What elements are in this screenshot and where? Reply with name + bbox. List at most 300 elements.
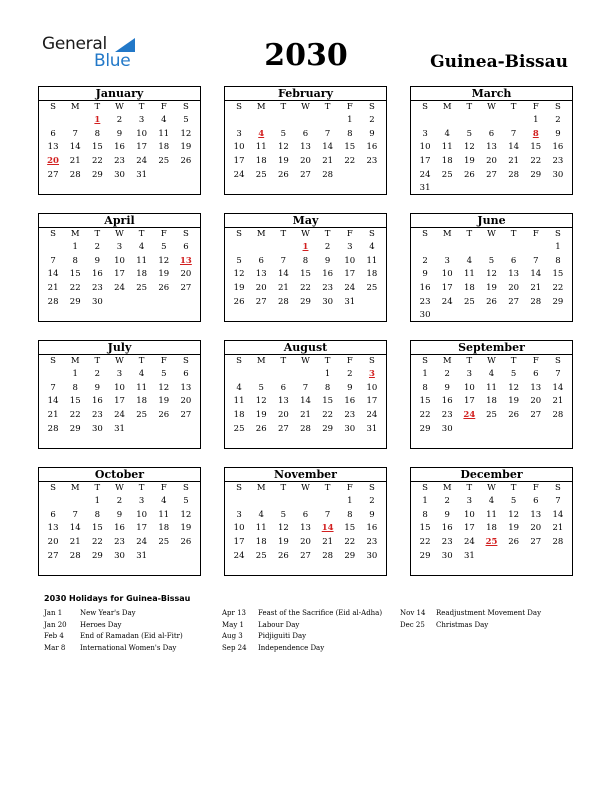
day-cell: 20 [530, 523, 542, 534]
day-cell: 13 [508, 269, 520, 280]
week-row [225, 382, 386, 396]
brand-name-general: General [42, 34, 107, 54]
month-name: August [225, 341, 386, 355]
day-cell: 9 [116, 509, 123, 520]
month-name: April [39, 214, 200, 228]
day-cell: 27 [530, 410, 542, 421]
week-row [411, 550, 572, 564]
day-cell [458, 182, 480, 196]
weekday-header: S [422, 229, 428, 239]
weekday-header: T [138, 483, 145, 493]
weekday-header: M [70, 102, 80, 112]
day-cell: 21 [322, 537, 334, 548]
day-cell: 18 [486, 523, 497, 534]
weekday-header: M [442, 102, 452, 112]
day-cell: 7 [50, 255, 56, 266]
weekday-header: T [138, 102, 145, 112]
day-cell: 25 [136, 410, 148, 421]
weekday-header: F [346, 229, 353, 239]
day-cell: 5 [161, 242, 167, 252]
day-cell: 15 [552, 269, 564, 280]
day-cell: 24 [441, 296, 453, 307]
day-cell: 14 [69, 142, 81, 153]
day-cell: 6 [280, 382, 287, 393]
day-cell: 2 [444, 369, 450, 379]
day-cell: 27 [180, 410, 192, 421]
weekday-header: S [555, 102, 561, 112]
holiday-date: Dec 25 [400, 620, 425, 629]
day-cell: 15 [344, 523, 356, 534]
day-cell: 10 [344, 255, 356, 266]
month-name: December [411, 468, 572, 482]
weekday-header: T [138, 229, 145, 239]
holiday-day-cell: 1 [94, 115, 101, 125]
day-cell: 27 [47, 550, 59, 561]
weekday-header: F [346, 102, 353, 112]
weekday-header: T [510, 229, 517, 239]
day-cell: 10 [419, 142, 431, 153]
month-december [410, 467, 573, 576]
day-cell: 2 [444, 496, 450, 506]
day-cell: 20 [486, 156, 497, 167]
day-cell: 15 [69, 269, 81, 280]
holiday-item [44, 620, 234, 632]
holiday-column [222, 608, 412, 654]
day-cell: 20 [530, 396, 542, 407]
day-cell: 14 [552, 382, 564, 393]
day-cell: 24 [463, 537, 475, 548]
day-cell: 17 [463, 396, 475, 407]
day-cell: 3 [138, 115, 145, 125]
weekday-header: F [532, 102, 539, 112]
weekday-header: T [94, 483, 101, 493]
day-cell: 25 [233, 423, 245, 434]
day-cell [228, 241, 250, 255]
day-cell: 24 [344, 283, 356, 294]
holiday-day-cell: 20 [47, 156, 59, 167]
week-row [225, 423, 386, 437]
day-cell: 7 [555, 369, 561, 379]
week-row [39, 268, 200, 282]
day-cell [525, 182, 547, 196]
day-cell: 21 [69, 537, 81, 548]
day-cell: 6 [183, 242, 189, 252]
weekday-header: S [183, 356, 189, 366]
day-cell: 6 [533, 369, 539, 379]
weekday-header: F [160, 229, 167, 239]
weekday-header-row [411, 482, 572, 495]
weekday-header: S [422, 483, 428, 493]
day-cell: 9 [324, 255, 331, 266]
day-cell: 18 [486, 396, 497, 407]
day-cell: 24 [233, 169, 245, 180]
day-cell [153, 169, 175, 183]
day-cell [525, 309, 547, 323]
day-cell [272, 495, 294, 509]
day-cell: 5 [488, 255, 495, 266]
month-name: July [39, 341, 200, 355]
weekday-header: S [183, 102, 189, 112]
day-cell: 25 [486, 410, 497, 421]
day-cell: 1 [94, 496, 101, 506]
day-cell: 22 [344, 537, 356, 548]
day-cell: 11 [255, 142, 267, 153]
month-january [38, 86, 201, 195]
day-cell: 11 [255, 523, 267, 534]
day-cell: 4 [488, 496, 495, 506]
weekday-header: F [346, 483, 353, 493]
day-cell: 11 [366, 255, 378, 266]
month-name: May [225, 214, 386, 228]
day-cell: 5 [161, 369, 167, 379]
weekday-header: T [466, 102, 473, 112]
day-cell: 14 [530, 269, 542, 280]
day-cell: 28 [300, 423, 311, 434]
day-cell: 19 [486, 283, 497, 294]
day-cell: 17 [441, 283, 453, 294]
day-cell: 29 [91, 550, 103, 561]
day-cell: 16 [322, 269, 334, 280]
day-cell: 25 [255, 550, 267, 561]
day-cell: 13 [530, 509, 542, 520]
day-cell [250, 495, 272, 509]
weekday-header: S [50, 102, 56, 112]
week-row [411, 309, 572, 323]
day-cell: 25 [158, 537, 170, 548]
day-cell [42, 495, 64, 509]
day-cell: 21 [300, 410, 311, 421]
day-cell: 7 [324, 128, 331, 139]
weekday-header: S [555, 483, 561, 493]
day-cell: 6 [183, 369, 189, 379]
day-cell: 15 [91, 142, 103, 153]
holiday-day-cell: 8 [532, 128, 539, 139]
day-cell: 31 [114, 423, 125, 434]
day-cell: 26 [233, 296, 245, 307]
week-row [39, 155, 200, 169]
day-cell: 1 [555, 242, 561, 252]
day-cell: 5 [183, 496, 189, 506]
day-cell: 19 [255, 410, 267, 421]
weekday-header-row [39, 355, 200, 368]
week-row [225, 114, 386, 128]
day-cell: 9 [347, 382, 353, 393]
day-cell: 28 [322, 169, 334, 180]
day-cell [294, 368, 316, 382]
day-cell: 21 [508, 156, 520, 167]
day-cell: 27 [47, 169, 59, 180]
day-cell [547, 309, 569, 323]
weekday-header: T [510, 356, 517, 366]
day-cell: 25 [366, 283, 378, 294]
day-cell [361, 169, 383, 183]
week-row [225, 536, 386, 550]
day-cell: 10 [136, 509, 148, 520]
day-cell: 1 [422, 369, 428, 379]
day-cell: 25 [441, 169, 453, 180]
day-cell: 18 [255, 156, 267, 167]
holiday-item [222, 643, 412, 655]
day-cell: 18 [136, 396, 148, 407]
holiday-date: Feb 4 [44, 632, 64, 640]
day-cell: 12 [158, 255, 170, 266]
weekday-header: T [280, 229, 287, 239]
day-cell: 8 [347, 509, 353, 520]
holiday-day-cell: 3 [368, 369, 375, 379]
day-cell: 24 [136, 537, 148, 548]
day-cell: 21 [322, 156, 334, 167]
weekday-header: M [256, 483, 266, 493]
day-cell [42, 241, 64, 255]
day-cell: 30 [91, 296, 103, 307]
holiday-date: May 1 [222, 620, 244, 629]
holiday-name: International Women's Day [80, 643, 177, 652]
week-row [39, 296, 200, 310]
day-cell [414, 114, 436, 128]
day-cell: 4 [444, 128, 450, 139]
month-august [224, 340, 387, 449]
day-cell: 10 [463, 509, 475, 520]
day-cell [480, 114, 502, 128]
day-cell: 15 [91, 523, 103, 534]
day-cell: 16 [114, 523, 125, 534]
day-cell [480, 309, 502, 323]
holiday-name: Independence Day [258, 643, 325, 652]
weekday-header: T [138, 356, 145, 366]
day-cell: 19 [277, 537, 289, 548]
holiday-item [44, 608, 234, 620]
holiday-day-cell: 14 [321, 523, 334, 534]
holiday-section-title: 2030 Holidays for Guinea-Bissau [44, 594, 191, 603]
day-cell: 16 [366, 523, 378, 534]
day-cell: 7 [72, 509, 78, 520]
day-cell: 29 [552, 296, 564, 307]
day-cell: 23 [441, 537, 453, 548]
day-cell: 8 [94, 509, 101, 520]
day-cell: 7 [72, 128, 78, 139]
weekday-header: T [280, 356, 287, 366]
day-cell: 6 [533, 496, 539, 506]
day-cell: 16 [441, 396, 453, 407]
day-cell: 26 [277, 169, 289, 180]
day-cell: 23 [366, 537, 378, 548]
day-cell: 4 [488, 369, 495, 379]
month-june [410, 213, 573, 322]
day-cell: 10 [366, 382, 378, 393]
day-cell [317, 495, 339, 509]
day-cell: 3 [116, 369, 123, 379]
brand-name-blue: Blue [94, 51, 131, 71]
day-cell: 9 [444, 382, 450, 393]
day-cell: 1 [422, 496, 428, 506]
day-cell: 1 [533, 115, 539, 125]
weekday-header-row [411, 101, 572, 114]
day-cell: 5 [510, 369, 517, 379]
day-cell: 18 [441, 156, 453, 167]
week-row [39, 409, 200, 423]
weekday-header-row [225, 101, 386, 114]
day-cell: 18 [158, 523, 170, 534]
day-cell: 6 [510, 255, 517, 266]
day-cell: 23 [441, 410, 453, 421]
day-cell: 29 [344, 550, 356, 561]
day-cell [131, 296, 153, 310]
weekday-header: S [369, 483, 375, 493]
week-row [39, 382, 200, 396]
day-cell: 6 [50, 509, 56, 520]
weekday-header: W [301, 483, 310, 493]
month-september [410, 340, 573, 449]
month-february [224, 86, 387, 195]
weekday-header: T [510, 483, 517, 493]
day-cell: 14 [300, 396, 311, 407]
day-cell: 17 [114, 269, 125, 280]
holiday-date: Aug 3 [222, 632, 243, 640]
day-cell [228, 114, 250, 128]
day-cell: 16 [552, 142, 564, 153]
day-cell: 12 [277, 523, 289, 534]
week-row [411, 536, 572, 550]
day-cell: 12 [463, 142, 475, 153]
day-cell: 31 [344, 296, 356, 307]
day-cell: 26 [508, 537, 520, 548]
day-cell: 28 [322, 550, 334, 561]
day-cell: 7 [555, 496, 561, 506]
weekday-header-row [225, 482, 386, 495]
day-cell: 22 [300, 283, 311, 294]
month-name: March [411, 87, 572, 101]
day-cell: 6 [302, 509, 309, 520]
day-cell: 9 [94, 382, 101, 393]
week-row [411, 368, 572, 382]
day-cell: 8 [72, 255, 78, 266]
week-row [39, 368, 200, 382]
holiday-item [400, 620, 590, 632]
day-cell: 8 [94, 128, 101, 139]
day-cell: 1 [347, 496, 353, 506]
day-cell: 28 [530, 296, 542, 307]
day-cell: 12 [180, 509, 192, 520]
day-cell: 3 [466, 496, 473, 506]
weekday-header: S [369, 102, 375, 112]
weekday-header: S [555, 229, 561, 239]
day-cell [64, 495, 86, 509]
day-cell: 1 [72, 242, 78, 252]
week-row [39, 241, 200, 255]
day-cell: 22 [530, 156, 542, 167]
day-cell: 17 [114, 396, 125, 407]
day-cell: 25 [136, 283, 148, 294]
week-row [411, 114, 572, 128]
week-row [225, 169, 386, 183]
day-cell: 14 [69, 523, 81, 534]
day-cell: 16 [91, 269, 103, 280]
day-cell: 20 [47, 537, 59, 548]
day-cell [458, 423, 480, 437]
day-cell: 7 [533, 255, 539, 266]
day-cell: 11 [136, 255, 148, 266]
month-march [410, 86, 573, 195]
day-cell: 22 [91, 156, 103, 167]
day-cell: 19 [508, 396, 520, 407]
week-row [39, 169, 200, 183]
day-cell [175, 296, 197, 310]
week-row [39, 550, 200, 564]
holiday-day-cell: 13 [179, 255, 192, 266]
day-cell: 4 [161, 115, 167, 125]
day-cell: 1 [347, 115, 353, 125]
day-cell: 4 [161, 496, 167, 506]
holiday-date: Mar 8 [44, 643, 66, 652]
day-cell: 8 [422, 382, 428, 393]
day-cell: 30 [322, 296, 334, 307]
day-cell: 26 [463, 169, 475, 180]
weekday-header: S [555, 356, 561, 366]
weekday-header: F [532, 229, 539, 239]
month-may [224, 213, 387, 322]
day-cell: 26 [180, 156, 192, 167]
day-cell: 24 [366, 410, 378, 421]
day-cell: 29 [419, 550, 431, 561]
week-row [411, 241, 572, 255]
weekday-header: S [183, 229, 189, 239]
day-cell: 9 [422, 269, 428, 280]
day-cell: 22 [419, 537, 431, 548]
day-cell: 29 [69, 423, 81, 434]
week-row [411, 509, 572, 523]
week-row [411, 255, 572, 269]
day-cell: 14 [322, 142, 334, 153]
day-cell: 21 [277, 283, 289, 294]
day-cell: 11 [233, 396, 245, 407]
holiday-day-cell: 25 [485, 537, 498, 548]
day-cell: 20 [508, 283, 520, 294]
weekday-header: S [369, 229, 375, 239]
weekday-header-row [39, 482, 200, 495]
day-cell [503, 182, 525, 196]
day-cell: 11 [136, 382, 148, 393]
day-cell: 30 [366, 550, 378, 561]
holiday-name: Christmas Day [436, 620, 489, 629]
day-cell: 19 [233, 283, 245, 294]
month-name: October [39, 468, 200, 482]
holiday-date: Nov 14 [400, 609, 426, 617]
day-cell: 28 [508, 169, 520, 180]
day-cell: 29 [419, 423, 431, 434]
day-cell: 31 [136, 550, 148, 561]
weekday-header: T [466, 483, 473, 493]
day-cell: 5 [510, 496, 517, 506]
day-cell: 6 [488, 128, 495, 139]
day-cell: 29 [322, 423, 334, 434]
day-cell: 13 [300, 523, 311, 534]
week-row [39, 495, 200, 509]
weekday-header-row [225, 355, 386, 368]
week-row [411, 296, 572, 310]
day-cell: 4 [138, 369, 145, 379]
day-cell: 10 [233, 142, 245, 153]
weekday-header: T [94, 102, 101, 112]
day-cell: 12 [255, 396, 267, 407]
weekday-header: W [301, 356, 310, 366]
week-row [411, 282, 572, 296]
day-cell: 16 [114, 142, 125, 153]
day-cell: 24 [419, 169, 431, 180]
weekday-header: M [442, 356, 452, 366]
day-cell [317, 114, 339, 128]
weekday-header: M [256, 356, 266, 366]
day-cell: 10 [463, 382, 475, 393]
